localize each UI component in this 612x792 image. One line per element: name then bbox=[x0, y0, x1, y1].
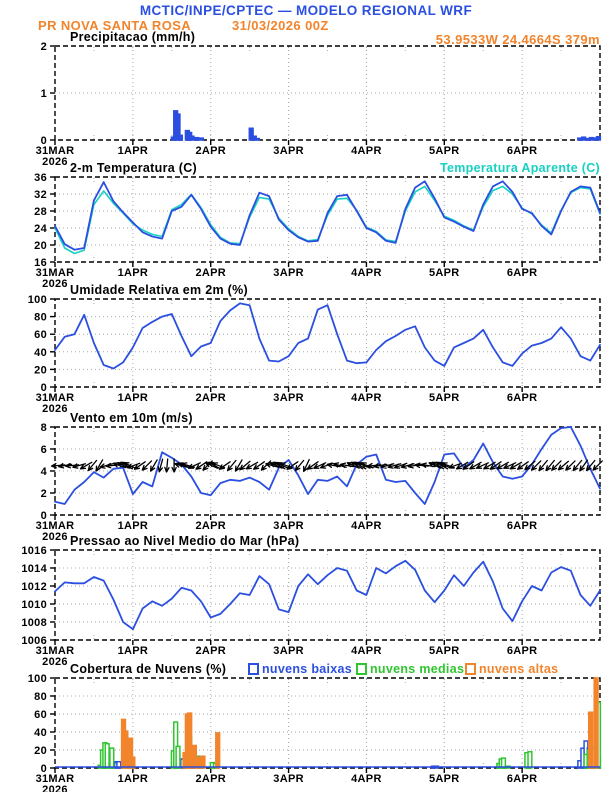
mslp-title: Pressao ao Nivel Medio do Mar (hPa) bbox=[70, 534, 300, 548]
y-tick-label: 1012 bbox=[21, 581, 47, 593]
bar bbox=[199, 138, 203, 140]
bar bbox=[110, 748, 114, 768]
legend-label-blue: nuvens baixas bbox=[262, 662, 353, 676]
x-tick-label: 31MAR bbox=[35, 645, 75, 657]
bars-nuvens-medias bbox=[98, 702, 600, 768]
x-tick-label: 5APR bbox=[429, 392, 460, 404]
x-tick-label: 6APR bbox=[506, 392, 538, 404]
y-tick-label: 20 bbox=[34, 240, 47, 252]
x-tick-label: 6APR bbox=[506, 773, 538, 785]
y-tick-label: 20 bbox=[34, 745, 47, 757]
y-tick-label: 100 bbox=[27, 294, 47, 306]
x-tick-label: 3APR bbox=[273, 520, 304, 532]
plot-frame bbox=[55, 177, 600, 262]
x-tick-label: 31MAR bbox=[35, 145, 75, 157]
x-axis-year-label: 2026 bbox=[42, 156, 68, 168]
vetores-direcao-vento bbox=[52, 459, 603, 472]
y-tick-label: 28 bbox=[34, 206, 47, 218]
x-axis-year-label: 2026 bbox=[42, 784, 68, 792]
legend-label-green: nuvens medias bbox=[370, 662, 465, 676]
clouds-chart bbox=[28, 662, 601, 792]
x-tick-label: 5APR bbox=[429, 145, 460, 157]
y-tick-label: 80 bbox=[34, 691, 47, 703]
bar bbox=[176, 746, 180, 768]
x-tick-label: 4APR bbox=[351, 392, 382, 404]
temp2m-title: 2-m Temperatura (C) bbox=[70, 161, 198, 175]
x-tick-label: 6APR bbox=[506, 145, 538, 157]
line-umidade-relativa bbox=[55, 303, 600, 368]
y-tick-label: 1014 bbox=[21, 563, 47, 575]
x-tick-label: 2APR bbox=[195, 520, 226, 532]
x-axis-year-label: 2026 bbox=[42, 656, 68, 668]
x-axis-year-label: 2026 bbox=[42, 531, 68, 543]
x-tick-label: 5APR bbox=[429, 773, 460, 785]
y-tick-label: 36 bbox=[34, 172, 47, 184]
bar bbox=[195, 138, 199, 140]
x-tick-label: 1APR bbox=[117, 392, 149, 404]
x-tick-label: 1APR bbox=[117, 520, 149, 532]
wind-arrow bbox=[165, 459, 169, 472]
y-tick-label: 80 bbox=[34, 311, 47, 324]
location-coords: 53.9533W 24.4664S 379m bbox=[435, 32, 600, 47]
y-tick-label: 1010 bbox=[21, 599, 47, 611]
rh2m-title: Umidade Relativa em 2m (%) bbox=[70, 283, 248, 297]
x-tick-label: 4APR bbox=[351, 145, 382, 157]
x-tick-label: 3APR bbox=[273, 145, 304, 157]
y-tick-label: 32 bbox=[34, 189, 47, 201]
legend-swatch-blue bbox=[249, 664, 258, 674]
y-tick-label: 0 bbox=[40, 510, 47, 522]
y-tick-label: 8 bbox=[40, 422, 47, 434]
x-tick-label: 6APR bbox=[506, 267, 538, 279]
y-tick-label: 20 bbox=[34, 364, 47, 377]
y-tick-label: 60 bbox=[34, 329, 47, 342]
x-tick-label: 4APR bbox=[351, 645, 382, 657]
x-tick-label: 1APR bbox=[117, 145, 149, 157]
x-tick-label: 1APR bbox=[117, 645, 149, 657]
x-tick-label: 4APR bbox=[351, 773, 382, 785]
y-tick-label: 6 bbox=[40, 444, 47, 456]
y-tick-label: 40 bbox=[34, 727, 47, 739]
station-name: PR NOVA SANTA ROSA bbox=[38, 18, 192, 33]
wind-arrow bbox=[593, 461, 602, 470]
bar bbox=[192, 746, 196, 769]
x-tick-label: 2APR bbox=[195, 267, 226, 279]
clouds-title: Cobertura de Nuvens (%) bbox=[70, 662, 227, 676]
bar bbox=[105, 744, 109, 768]
x-tick-label: 31MAR bbox=[35, 520, 75, 532]
bar bbox=[589, 712, 593, 768]
line-temperatura-aparente bbox=[55, 186, 600, 253]
x-tick-label: 3APR bbox=[273, 392, 304, 404]
x-tick-label: 31MAR bbox=[35, 773, 75, 785]
y-tick-label: 1006 bbox=[21, 635, 47, 647]
x-axis-year-label: 2026 bbox=[42, 403, 68, 415]
x-tick-label: 5APR bbox=[429, 267, 460, 279]
legend-swatch-green bbox=[357, 664, 366, 674]
legend-cyan: Temperatura Aparente (C) bbox=[439, 161, 600, 175]
bar bbox=[124, 731, 128, 768]
legend-label-orange: nuvens altas bbox=[479, 662, 559, 676]
bar bbox=[188, 713, 192, 768]
bars-precipitacao bbox=[171, 111, 600, 140]
x-tick-label: 2APR bbox=[195, 773, 226, 785]
x-axis-year-label: 2026 bbox=[42, 278, 68, 290]
y-tick-label: 0 bbox=[40, 763, 47, 775]
bar bbox=[216, 733, 220, 768]
bar bbox=[597, 137, 601, 140]
y-tick-label: 2 bbox=[40, 41, 47, 53]
plot-frame bbox=[55, 299, 600, 387]
y-tick-label: 0 bbox=[40, 382, 47, 394]
y-tick-label: 1008 bbox=[21, 617, 47, 629]
x-tick-label: 4APR bbox=[351, 520, 382, 532]
x-tick-label: 3APR bbox=[273, 267, 304, 279]
x-tick-label: 6APR bbox=[506, 645, 538, 657]
legend-swatch-orange bbox=[466, 664, 475, 674]
x-tick-label: 5APR bbox=[429, 645, 460, 657]
x-tick-label: 1APR bbox=[117, 267, 149, 279]
bar bbox=[178, 135, 182, 140]
wind10m-chart bbox=[36, 411, 603, 543]
y-tick-label: 1016 bbox=[21, 545, 47, 557]
y-tick-label: 4 bbox=[40, 466, 47, 478]
line-pressao-nivel-mar bbox=[55, 561, 600, 629]
bar bbox=[256, 139, 260, 140]
model-title: MCTIC/INPE/CPTEC — MODELO REGIONAL WRF bbox=[139, 3, 473, 18]
x-tick-label: 31MAR bbox=[35, 392, 75, 404]
x-tick-label: 6APR bbox=[506, 520, 538, 532]
precip-title: Precipitacao (mm/h) bbox=[70, 30, 196, 44]
bar bbox=[594, 678, 598, 768]
y-tick-label: 1 bbox=[40, 88, 47, 100]
x-tick-label: 2APR bbox=[195, 645, 226, 657]
y-tick-label: 40 bbox=[34, 346, 47, 359]
y-tick-label: 24 bbox=[34, 223, 47, 235]
x-tick-label: 5APR bbox=[429, 520, 460, 532]
bar bbox=[190, 136, 194, 140]
x-tick-label: 31MAR bbox=[35, 267, 75, 279]
x-tick-label: 1APR bbox=[117, 773, 149, 785]
y-tick-label: 0 bbox=[40, 135, 47, 147]
rh2m-chart bbox=[28, 283, 600, 415]
run-datetime: 31/03/2026 00Z bbox=[232, 18, 329, 33]
precip-chart bbox=[36, 30, 601, 168]
x-tick-label: 3APR bbox=[273, 645, 304, 657]
plot-frame bbox=[55, 678, 600, 768]
y-tick-label: 60 bbox=[34, 709, 47, 721]
plot-frame bbox=[55, 550, 600, 640]
x-tick-label: 4APR bbox=[351, 267, 382, 279]
wind10m-title: Vento em 10m (m/s) bbox=[70, 411, 193, 425]
mslp-chart bbox=[21, 534, 600, 668]
temp2m-chart bbox=[34, 161, 600, 290]
y-tick-label: 16 bbox=[34, 257, 47, 269]
line-temperatura-2m bbox=[55, 181, 600, 249]
y-tick-label: 100 bbox=[27, 673, 47, 685]
bar bbox=[528, 752, 532, 768]
x-tick-label: 2APR bbox=[195, 145, 226, 157]
x-tick-label: 2APR bbox=[195, 392, 226, 404]
x-tick-label: 3APR bbox=[273, 773, 304, 785]
y-tick-label: 2 bbox=[40, 488, 47, 500]
